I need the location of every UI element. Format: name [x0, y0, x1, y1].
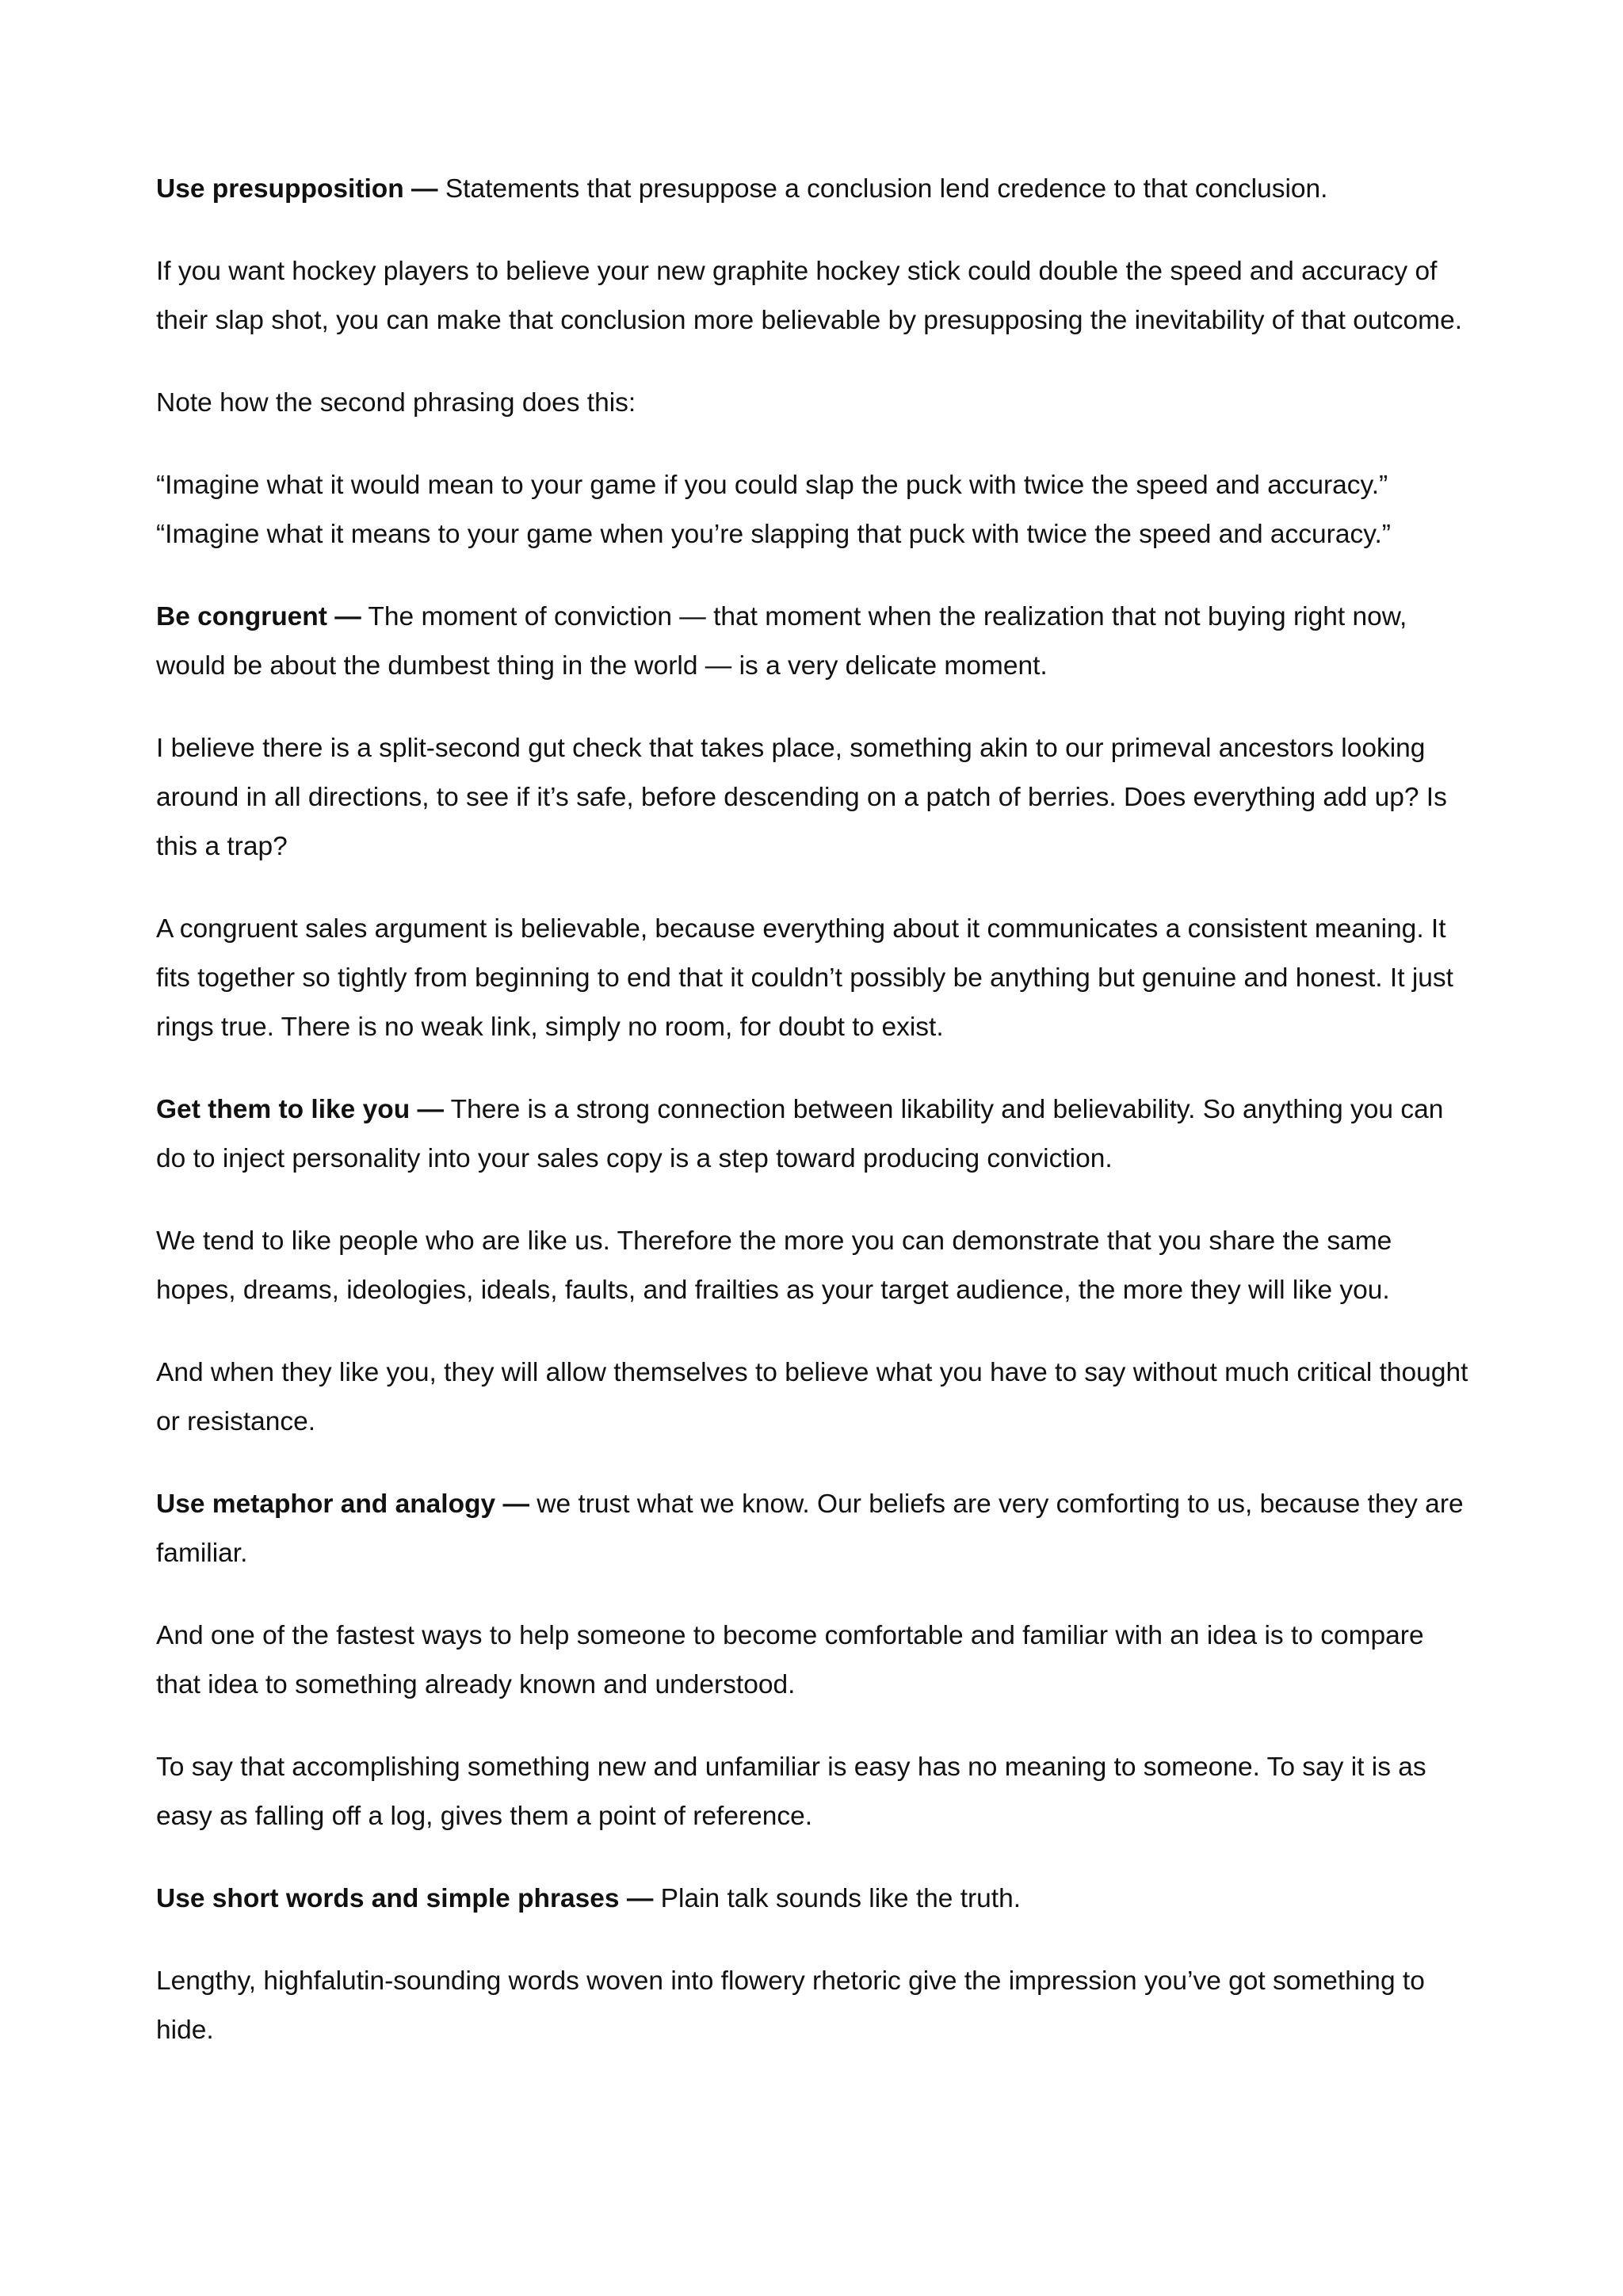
document-body	[156, 165, 1472, 2088]
paragraph-use-metaphor	[156, 1480, 1472, 1578]
paragraph	[156, 379, 1472, 428]
paragraph-heading: Use presupposition —	[156, 174, 438, 204]
paragraph	[156, 1217, 1472, 1315]
paragraph	[156, 905, 1472, 1052]
paragraph	[156, 1611, 1472, 1710]
paragraph-text: The moment of conviction — that moment when the realization that not buying right now, would be about the dumbest thing in the world — is a very delicate moment.	[156, 602, 1407, 681]
paragraph-be-congruent	[156, 593, 1472, 691]
paragraph-use-short-words	[156, 1875, 1472, 1924]
paragraph-text: Lengthy, highfalutin-sounding words woven into flowery rhetoric give the impression you’ve got something to hide.	[156, 1966, 1425, 2045]
paragraph	[156, 1743, 1472, 1841]
paragraph-text: we trust what we know. Our beliefs are very comforting to us, because they are familiar.	[156, 1489, 1464, 1568]
paragraph-text: And when they like you, they will allow themselves to believe what you have to say without much critical thought or resistance.	[156, 1358, 1468, 1436]
paragraph-text: Plain talk sounds like the truth.	[653, 1884, 1022, 1913]
paragraph-use-presupposition	[156, 165, 1472, 214]
paragraph-text: To say that accomplishing something new and unfamiliar is easy has no meaning to someone. To say it is as easy as falling off a log, gives them a point of reference.	[156, 1753, 1426, 1831]
paragraph-heading: Use short words and simple phrases —	[156, 1884, 654, 1913]
paragraph-quote	[156, 461, 1472, 559]
paragraph-text: A congruent sales argument is believable, because everything about it communicates a consistent meaning. It fits together so tightly from beginning to end that it couldn’t possibly be anything but genuine and honest. It just rings true. There is no weak link, simply no room, for doubt to exist.	[156, 914, 1453, 1042]
paragraph-heading: Use metaphor and analogy —	[156, 1489, 529, 1519]
paragraph-text: Statements that presuppose a conclusion lend credence to that conclusion.	[437, 174, 1328, 204]
paragraph	[156, 1348, 1472, 1447]
paragraph	[156, 1957, 1472, 2055]
paragraph-text: I believe there is a split-second gut check that takes place, something akin to our primeval ancestors looking around in all directions, to see if it’s safe, before descending on a patch of berries. Does everything add up? Is this a trap?	[156, 734, 1447, 861]
paragraph	[156, 247, 1472, 345]
paragraph-heading: Get them to like you —	[156, 1095, 444, 1124]
paragraph-get-them-to-like-you	[156, 1085, 1472, 1184]
paragraph-text: And one of the fastest ways to help someone to become comfortable and familiar with an idea is to compare that idea to something already known and understood.	[156, 1621, 1424, 1699]
paragraph-text: If you want hockey players to believe your new graphite hockey stick could double the speed and accuracy of their slap shot, you can make that conclusion more believable by presupposing the inevitability of that outcome.	[156, 257, 1463, 335]
paragraph	[156, 724, 1472, 871]
paragraph-heading: Be congruent —	[156, 602, 361, 631]
paragraph-text: “Imagine what it would mean to your game if you could slap the puck with twice the speed and accuracy.” “Imagine what it means to your game when you’re slapping that puck with twice the speed and accuracy.”	[156, 471, 1391, 549]
paragraph-text: Note how the second phrasing does this:	[156, 388, 636, 418]
paragraph-text: There is a strong connection between likability and believability. So anything you can do to inject personality into your sales copy is a step toward producing conviction.	[156, 1095, 1444, 1173]
paragraph-text: We tend to like people who are like us. Therefore the more you can demonstrate that you share the same hopes, dreams, ideologies, ideals, faults, and frailties as your target audience, the more they will like you.	[156, 1226, 1392, 1305]
